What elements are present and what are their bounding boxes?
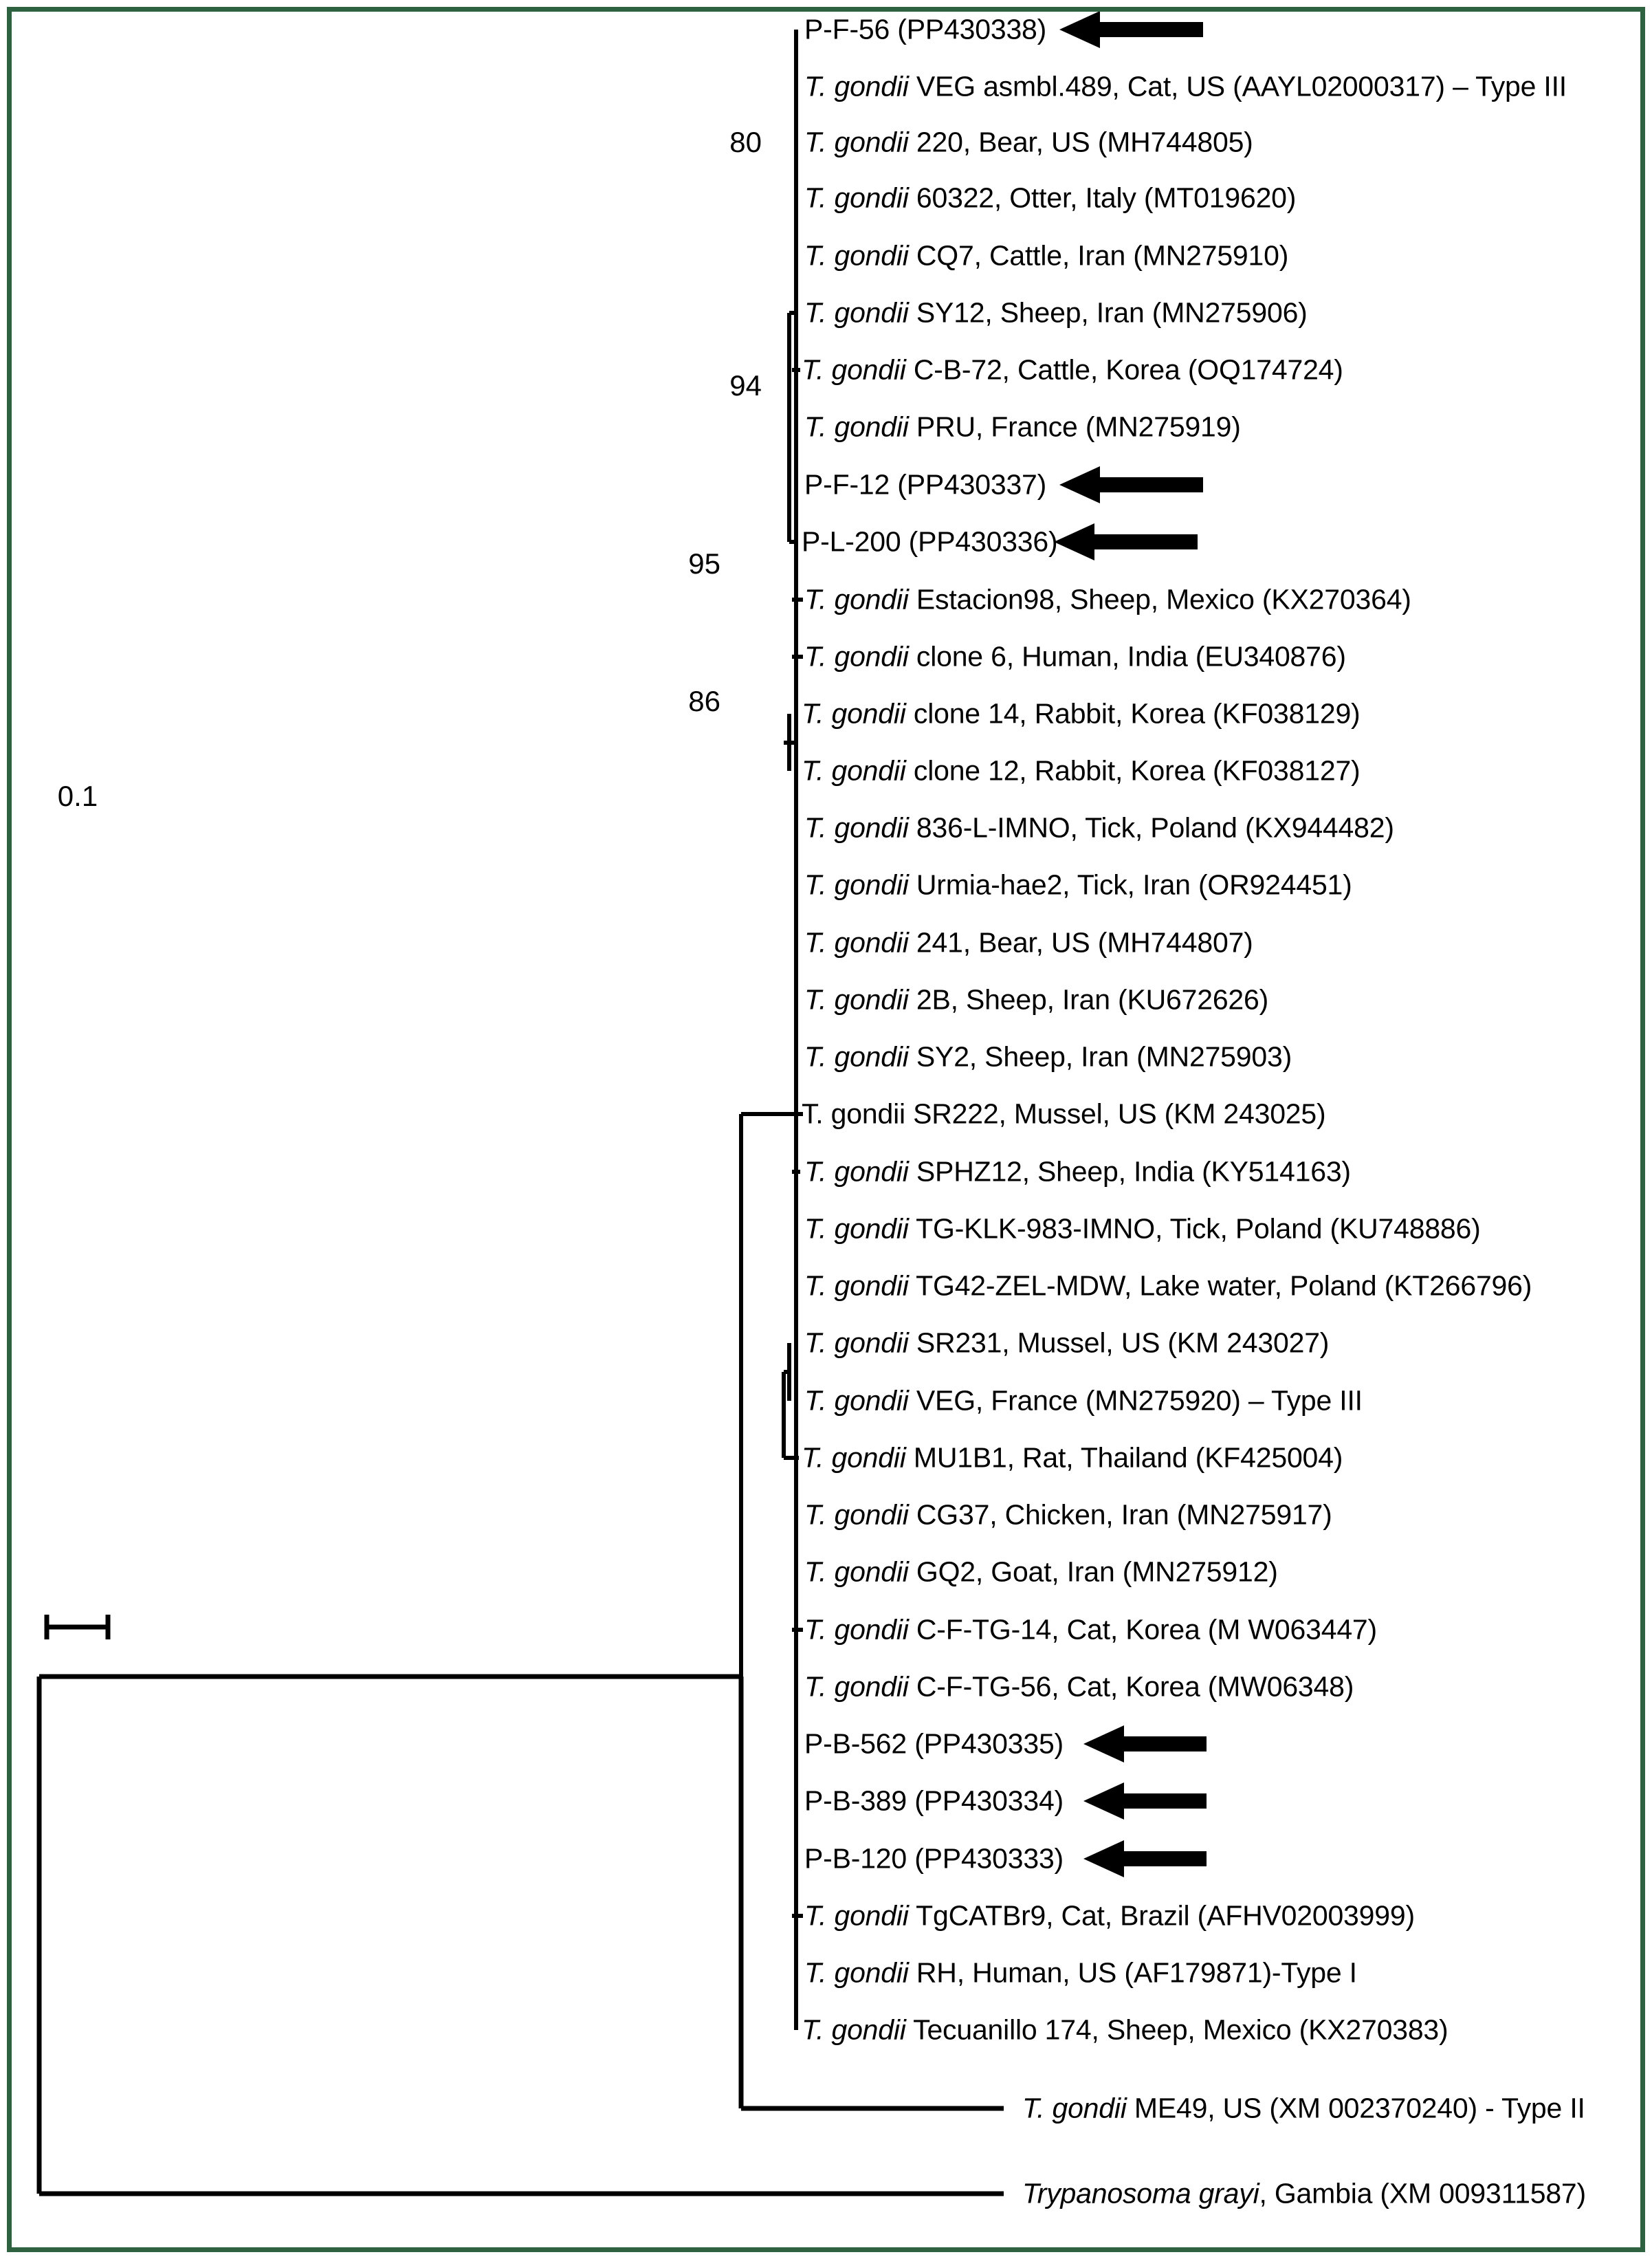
- taxon-detail: Estacion98, Sheep, Mexico (KX270364): [908, 583, 1411, 615]
- taxon-name: T. gondii: [1022, 2092, 1127, 2124]
- tip-label: [804, 640, 1346, 673]
- taxon-name: T. gondii: [804, 1670, 909, 1703]
- bootstrap-value: 95: [688, 547, 720, 580]
- tip-label: [802, 353, 1343, 386]
- taxon-name: T. gondii: [804, 1269, 909, 1302]
- arrow-marker: [1083, 1725, 1207, 1763]
- taxon-name: T. gondii: [804, 411, 909, 443]
- scale-bar: [47, 1615, 108, 1639]
- tip-label: [802, 2016, 1448, 2044]
- tip-label: [804, 1558, 1278, 1586]
- taxon-detail: P-L-200 (PP430336): [802, 525, 1058, 558]
- taxon-detail: P-B-120 (PP430333): [804, 1842, 1064, 1875]
- bootstrap-value: 86: [688, 685, 720, 717]
- tip-label: [804, 13, 1047, 45]
- taxon-detail: 60322, Otter, Italy (MT019620): [908, 182, 1297, 214]
- tip-label: [804, 871, 1352, 899]
- taxon-detail: P-F-56 (PP430338): [804, 13, 1047, 45]
- tip-label: [1022, 2177, 1586, 2209]
- tip-label: [804, 1329, 1329, 1357]
- taxon-detail: CQ7, Cattle, Iran (MN275910): [908, 239, 1289, 272]
- taxon-name: T. gondii: [804, 239, 909, 272]
- tip-label: [804, 413, 1241, 441]
- tip-label: [804, 468, 1047, 501]
- taxon-name: T. gondii: [804, 126, 909, 158]
- taxon-name: T. gondii: [804, 1155, 909, 1188]
- taxon-name: T. gondii: [804, 926, 909, 959]
- taxon-name: T. gondii: [804, 1613, 909, 1646]
- tip-label: [804, 1787, 1064, 1815]
- tip-label: [804, 1384, 1363, 1417]
- taxon-detail: P-B-389 (PP430334): [804, 1785, 1064, 1817]
- tip-label: [804, 1212, 1481, 1245]
- scale-bar-label: 0.1: [57, 780, 98, 812]
- taxon-detail: SR222, Mussel, US (KM 243025): [905, 1098, 1326, 1130]
- tip-label: [804, 1613, 1377, 1646]
- taxon-name: T. gondii: [804, 1956, 909, 1989]
- taxon-name: T. gondii: [804, 1212, 909, 1245]
- taxon-detail: 220, Bear, US (MH744805): [908, 126, 1253, 158]
- tip-label: [804, 1899, 1415, 1932]
- taxon-name: T. gondii: [802, 1441, 906, 1474]
- taxon-detail: 2B, Sheep, Iran (KU672626): [908, 983, 1269, 1016]
- tip-label: [804, 184, 1296, 212]
- taxon-name: T. gondii: [804, 1327, 909, 1359]
- taxon-detail: SY12, Sheep, Iran (MN275906): [908, 296, 1308, 329]
- taxon-name: T. gondii: [804, 1556, 909, 1588]
- taxon-name: Trypanosoma grayi: [1022, 2177, 1259, 2209]
- taxon-name: T. gondii: [804, 70, 909, 102]
- tip-label: [804, 1155, 1351, 1188]
- arrow-marker: [1083, 1782, 1207, 1820]
- bootstrap-value: 80: [729, 126, 762, 158]
- taxon-detail: VEG, France (MN275920) – Type III: [908, 1384, 1363, 1417]
- arrow-marker: [1059, 466, 1203, 503]
- taxon-detail: C-B-72, Cattle, Korea (OQ174724): [905, 353, 1343, 386]
- tip-label: [804, 1269, 1532, 1302]
- taxon-name: T. gondii: [804, 640, 909, 673]
- taxon-name: T. gondii: [802, 697, 906, 730]
- taxon-detail: VEG asmbl.489, Cat, US (AAYL02000317) – Type III: [908, 70, 1567, 102]
- tip-label: [804, 1727, 1064, 1760]
- taxon-detail: 241, Bear, US (MH744807): [908, 926, 1253, 959]
- tip-label: [802, 754, 1361, 787]
- taxon-detail: C-F-TG-14, Cat, Korea (M W063447): [908, 1613, 1377, 1646]
- taxon-name: T. gondii: [804, 1899, 909, 1932]
- taxon-detail: TgCATBr9, Cat, Brazil (AFHV02003999): [908, 1899, 1415, 1932]
- taxon-name: T. gondii: [804, 296, 909, 329]
- taxon-name: T. gondii: [804, 583, 909, 615]
- taxon-detail: P-B-562 (PP430335): [804, 1727, 1064, 1760]
- taxon-name: T. gondii: [804, 182, 909, 214]
- taxon-detail: 836-L-IMNO, Tick, Poland (KX944482): [908, 811, 1394, 844]
- arrow-marker: [1083, 1840, 1207, 1877]
- taxon-detail: SPHZ12, Sheep, India (KY514163): [908, 1155, 1351, 1188]
- taxon-detail: clone 14, Rabbit, Korea (KF038129): [905, 697, 1361, 730]
- taxon-name: T. gondii: [804, 1384, 909, 1417]
- tip-label: [804, 126, 1253, 158]
- taxon-detail: ME49, US (XM 002370240) - Type II: [1126, 2092, 1585, 2124]
- taxon-detail: PRU, France (MN275919): [908, 411, 1241, 443]
- taxon-detail: SR231, Mussel, US (KM 243027): [908, 1327, 1330, 1359]
- taxon-detail: P-F-12 (PP430337): [804, 468, 1047, 501]
- tip-label: [804, 1956, 1357, 1989]
- taxon-name: T. gondii: [804, 983, 909, 1016]
- tip-label: [804, 296, 1308, 329]
- taxon-detail: SY2, Sheep, Iran (MN275903): [908, 1040, 1292, 1073]
- tip-label: [804, 811, 1394, 844]
- arrow-marker: [1059, 11, 1203, 48]
- tip-label: [804, 1040, 1292, 1073]
- taxon-detail: clone 12, Rabbit, Korea (KF038127): [905, 754, 1361, 787]
- bootstrap-value: 94: [729, 369, 762, 402]
- taxon-name: T. gondii: [802, 2014, 906, 2046]
- taxon-name: T. gondii: [804, 811, 909, 844]
- taxon-detail: TG-KLK-983-IMNO, Tick, Poland (KU748886): [908, 1212, 1481, 1245]
- taxon-detail: C-F-TG-56, Cat, Korea (MW06348): [908, 1670, 1354, 1703]
- tip-label: [804, 1670, 1354, 1703]
- taxon-detail: Tecuanillo 174, Sheep, Mexico (KX270383): [905, 2014, 1449, 2046]
- taxon-name: T. gondii: [804, 1498, 909, 1531]
- taxon-detail: clone 6, Human, India (EU340876): [908, 640, 1346, 673]
- taxon-detail: CG37, Chicken, Iran (MN275917): [908, 1498, 1332, 1531]
- taxon-detail: TG42-ZEL-MDW, Lake water, Poland (KT266796): [908, 1269, 1532, 1302]
- tip-label: [804, 1498, 1332, 1531]
- tip-label: [802, 697, 1361, 730]
- tip-label: [802, 1441, 1343, 1474]
- tip-label: [804, 926, 1253, 959]
- tip-label: [804, 583, 1411, 615]
- tip-label: [804, 983, 1269, 1016]
- taxon-name: T. gondii: [802, 1098, 905, 1130]
- taxon-detail: GQ2, Goat, Iran (MN275912): [908, 1556, 1278, 1588]
- taxon-name: T. gondii: [804, 1040, 909, 1073]
- taxon-name: T. gondii: [804, 869, 909, 901]
- arrow-marker: [1054, 523, 1198, 560]
- taxon-detail: , Gambia (XM 009311587): [1259, 2177, 1586, 2209]
- taxon-name: T. gondii: [802, 754, 906, 787]
- tip-label: [804, 239, 1289, 272]
- tip-label: [804, 70, 1567, 102]
- tip-label: [802, 525, 1058, 558]
- taxon-detail: RH, Human, US (AF179871)-Type I: [908, 1956, 1357, 1989]
- tip-label: [1022, 2092, 1585, 2124]
- taxon-detail: Urmia-hae2, Tick, Iran (OR924451): [908, 869, 1352, 901]
- tip-label: [802, 1100, 1325, 1128]
- taxon-name: T. gondii: [802, 353, 906, 386]
- tip-label: [804, 1842, 1064, 1875]
- taxon-detail: MU1B1, Rat, Thailand (KF425004): [905, 1441, 1343, 1474]
